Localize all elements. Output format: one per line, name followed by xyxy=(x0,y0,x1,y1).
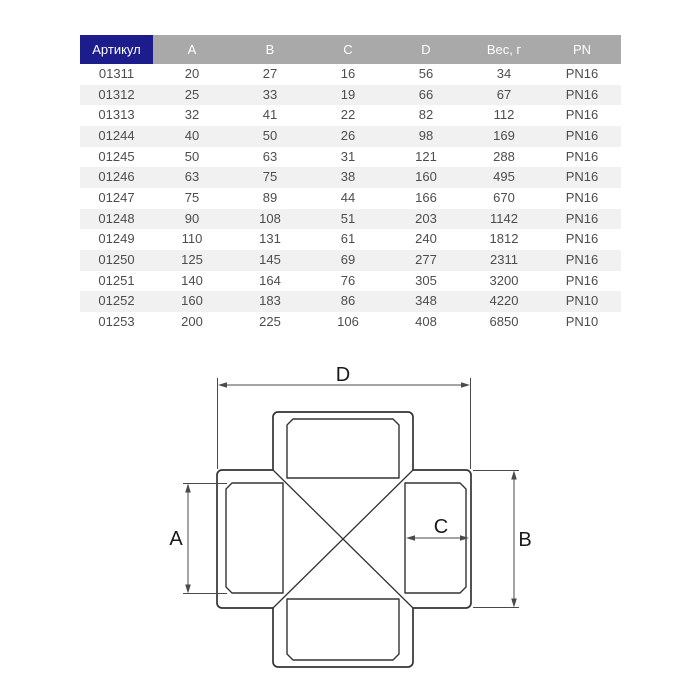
table-row xyxy=(80,188,621,209)
cell-value: PN16 xyxy=(565,189,599,205)
cell-value: 90 xyxy=(184,210,200,226)
cell-article: 01248 xyxy=(98,210,135,226)
table-header-row xyxy=(80,35,621,64)
cell-value: PN10 xyxy=(565,313,599,329)
cell-value: 20 xyxy=(184,66,200,81)
cell-value: 27 xyxy=(262,66,278,81)
table-row xyxy=(80,85,621,106)
cell-value: 50 xyxy=(262,127,278,143)
cell-value: 277 xyxy=(415,251,437,267)
top-socket-bore xyxy=(287,419,399,478)
column-header: PN xyxy=(543,35,621,64)
cell-value: 25 xyxy=(184,86,200,102)
cell-value: 225 xyxy=(259,313,281,329)
cell-value: 98 xyxy=(418,127,434,143)
cell-value: PN16 xyxy=(565,231,599,247)
cell-value: PN16 xyxy=(565,86,599,102)
cell-value: 82 xyxy=(418,107,434,123)
cell-value: 22 xyxy=(340,107,356,123)
cell-value: 131 xyxy=(259,231,281,247)
cell-value: 125 xyxy=(181,251,203,267)
cell-value: 121 xyxy=(415,148,437,164)
cell-article: 01253 xyxy=(98,313,135,329)
cross-diagonals xyxy=(273,470,413,608)
dimension-b xyxy=(473,471,532,608)
table-row xyxy=(80,229,621,250)
fitting-diagram xyxy=(0,350,700,700)
dimension-d-label: D xyxy=(335,364,351,386)
cell-article: 01252 xyxy=(98,293,135,309)
dimension-b-label: B xyxy=(518,529,532,551)
cell-value: 348 xyxy=(415,293,437,309)
column-header: A xyxy=(153,35,231,64)
cell-value: 75 xyxy=(184,189,200,205)
cell-value: 495 xyxy=(493,169,515,185)
cell-value: 86 xyxy=(340,293,356,309)
cell-value: 38 xyxy=(340,169,356,185)
cell-value: 108 xyxy=(259,210,281,226)
cell-value: 106 xyxy=(337,313,359,329)
cell-value: 44 xyxy=(340,189,356,205)
cell-article: 01312 xyxy=(98,86,135,102)
cell-article: 01247 xyxy=(98,189,135,205)
table-body xyxy=(80,64,621,333)
cell-value: PN16 xyxy=(565,251,599,267)
cell-value: 670 xyxy=(493,189,515,205)
dimension-c-label: C xyxy=(433,516,449,538)
cell-value: 140 xyxy=(181,272,203,288)
cell-article: 01251 xyxy=(98,272,135,288)
cell-value: 75 xyxy=(262,169,278,185)
cell-value: 41 xyxy=(262,107,278,123)
cell-value: PN16 xyxy=(565,210,599,226)
left-socket-bore xyxy=(226,483,283,593)
cell-value: 169 xyxy=(493,127,515,143)
cell-value: 166 xyxy=(415,189,437,205)
cell-value: 288 xyxy=(493,148,515,164)
cell-value: 200 xyxy=(181,313,203,329)
spec-table xyxy=(80,35,621,333)
column-header-article: Артикул xyxy=(80,35,153,64)
cell-value: 183 xyxy=(259,293,281,309)
cell-value: 110 xyxy=(181,231,203,247)
cell-article: 01245 xyxy=(98,148,135,164)
table-row xyxy=(80,312,621,333)
cell-value: 69 xyxy=(340,251,356,267)
cell-value: 164 xyxy=(259,272,281,288)
dimension-d xyxy=(218,364,471,469)
cell-value: 1812 xyxy=(489,231,519,247)
column-header: C xyxy=(309,35,387,64)
cell-value: PN16 xyxy=(565,127,599,143)
dimension-a-label: A xyxy=(169,528,183,550)
cell-value: 160 xyxy=(415,169,437,185)
column-header: B xyxy=(231,35,309,64)
cell-value: 4220 xyxy=(489,293,519,309)
table-row xyxy=(80,167,621,188)
cell-value: 50 xyxy=(184,148,200,164)
cell-article: 01246 xyxy=(98,169,135,185)
table-row xyxy=(80,271,621,292)
cell-article: 01250 xyxy=(98,251,135,267)
cell-value: 6850 xyxy=(489,313,519,329)
cell-article: 01311 xyxy=(98,66,135,81)
cell-value: 145 xyxy=(259,251,281,267)
cell-value: 66 xyxy=(418,86,434,102)
cell-value: 89 xyxy=(262,189,278,205)
cell-value: 1142 xyxy=(490,210,518,226)
table-row xyxy=(80,126,621,147)
cell-value: 240 xyxy=(415,231,437,247)
cell-value: 408 xyxy=(415,313,437,329)
cell-article: 01249 xyxy=(98,231,135,247)
table-row xyxy=(80,209,621,230)
cell-value: 76 xyxy=(340,272,356,288)
cell-value: 3200 xyxy=(489,272,519,288)
table-row xyxy=(80,64,621,85)
cell-value: PN10 xyxy=(565,293,599,309)
dimension-a xyxy=(169,484,227,594)
cell-value: 26 xyxy=(340,127,356,143)
cell-value: PN16 xyxy=(565,148,599,164)
cell-value: 16 xyxy=(340,66,356,81)
column-header: D xyxy=(387,35,465,64)
cell-value: 34 xyxy=(496,66,512,81)
cell-value: 32 xyxy=(184,107,200,123)
cell-value: 2311 xyxy=(490,251,518,267)
cell-value: 31 xyxy=(340,148,356,164)
cell-value: 56 xyxy=(418,66,434,81)
table-row xyxy=(80,147,621,168)
column-header: Вес, г xyxy=(465,35,543,64)
cell-article: 01244 xyxy=(98,127,135,143)
cell-value: 160 xyxy=(181,293,203,309)
cell-value: 63 xyxy=(184,169,200,185)
cell-value: PN16 xyxy=(565,66,599,81)
bottom-socket-bore xyxy=(287,599,399,660)
cell-value: 112 xyxy=(493,107,515,123)
table-row xyxy=(80,250,621,271)
cell-value: 40 xyxy=(184,127,200,143)
cell-value: 33 xyxy=(262,86,278,102)
cell-value: PN16 xyxy=(565,272,599,288)
cell-value: PN16 xyxy=(565,107,599,123)
table-row xyxy=(80,105,621,126)
table-row xyxy=(80,291,621,312)
cell-value: 67 xyxy=(496,86,512,102)
cell-value: PN16 xyxy=(565,169,599,185)
cell-value: 61 xyxy=(340,231,356,247)
cell-value: 19 xyxy=(340,86,356,102)
cell-value: 203 xyxy=(415,210,437,226)
cell-value: 63 xyxy=(262,148,278,164)
dimension-c xyxy=(406,516,469,541)
cell-value: 51 xyxy=(340,210,356,226)
cell-article: 01313 xyxy=(98,107,135,123)
cell-value: 305 xyxy=(415,272,437,288)
